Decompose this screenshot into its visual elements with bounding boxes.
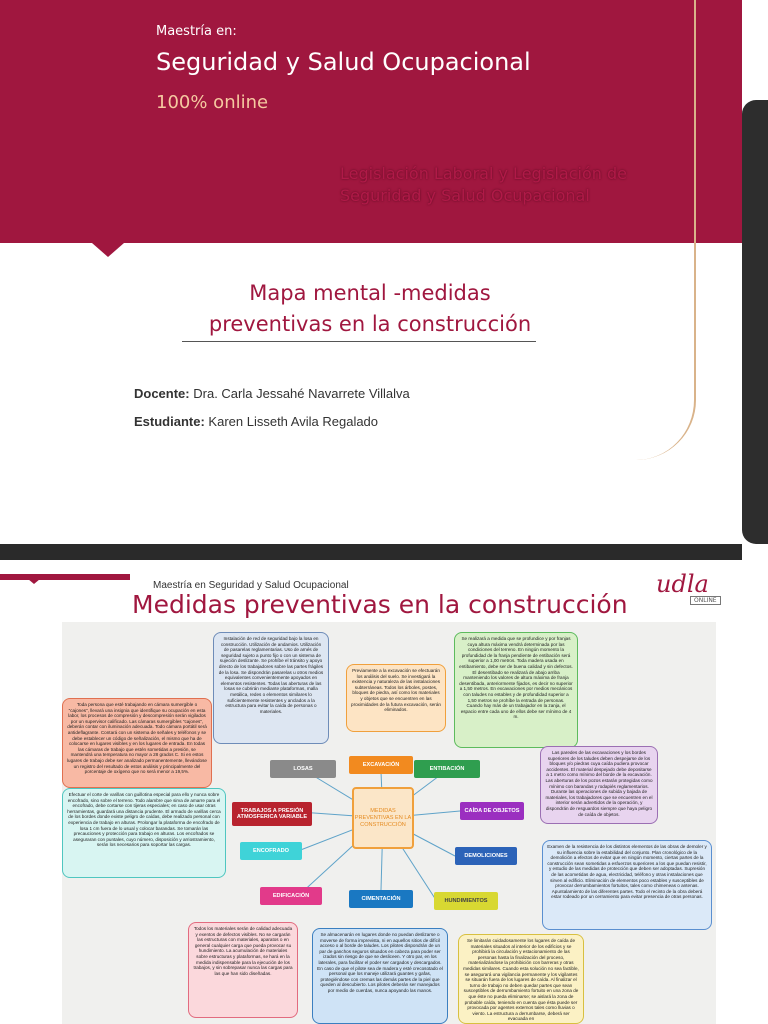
banner-notch xyxy=(92,243,124,257)
document-title-line1: Mapa mental -medidas xyxy=(249,281,491,305)
docente-label: Docente: xyxy=(134,386,190,401)
tag-trabajos: TRABAJOS A PRESIÓN ATMOSFERICA VARIABLE xyxy=(232,802,312,826)
logo-badge: ONLINE xyxy=(690,596,721,605)
program-title: Seguridad y Salud Ocupacional xyxy=(156,48,531,76)
tag-hundimientos: HUNDIMIENTOS xyxy=(434,892,498,910)
docente-name: Dra. Carla Jessahé Navarrete Villalva xyxy=(193,386,410,401)
encofrado-box: Efectuar el corte de varillas con guillotina especial para ello y nunca sobre encofrado, sino sobre el terreno. Todo alambre que sirva de amarre para el encofrado, debe cortarse con tijeras especiales; en caso de usar otras herramientas, guardará una distancia prudente. El armado de varillas cerca de los bordes donde existe peligro de caídas, debe realizado personal con experiencia de trabajo en alturas. Prolongar la plataforma de encofrado de losa 1 cm fuera de lo usual y colocar barandas. Se tomarán las precauciones y protección para trabajo en alturas. Los encofrados se aseguraran con puntales, cuyo número, disposición y arriostramiento, serán los necesarios para soportar las cargas. xyxy=(62,788,226,878)
course-subject: Legislación Laboral y Legislación de Seguridad y Salud Ocupacional xyxy=(340,164,627,205)
trabajos-box: Toda persona que esté trabajando en cámara sumergible o "cajones", llevará una insignia que identifique su ocupación en esta labor, los procesos de compresión y descompresión serán vigilados por un supervisor calificado. Las cámaras sumergibles "cajones", deberán contar con iluminación adecuada. Todo cámara portátil será antideflagrante. Contará con un sistema de señales y teléfonos y se debe establecer un código de señalización, el mismo que ha de colocarse en lugares visibles y en los lugares de entrada. En todas las cámaras de trabajo que estén sometidas a presión, se mantendrá una temperatura no mayor a 28 grados C. Si en estos lugares de trabajo debe ser analizado permanentemente, llevándose un registro del resultado de estos análisis y principalmente del porcentaje de oxígeno que no será menor a 19,5%. xyxy=(62,698,212,788)
estudiante-label: Estudiante: xyxy=(134,414,205,429)
title-divider xyxy=(182,341,536,342)
document-title-line2: preventivas en la construcción xyxy=(208,312,532,336)
program-modality: 100% online xyxy=(156,92,269,113)
estudiante-line xyxy=(134,414,378,429)
caida-box: Las paredes de las excavaciones y los bordes superiores de los taludes deben despejarse de los bloques y/o piedras cuya caída pudiera provocar accidentes. El material despejado debe depositarse a 1 metro como mínimo del borde de la excavación. Las aberturas de los pozos estarán protegidas como mínimo con barandas y rodapiés reglamentarios. Durante las operaciones de subida y bajada de materiales, los trabajadores que se encuentren en el interior serán advertidos de la operación, y dispondrán de resguardos siempre que haya peligro de caída de objetos. xyxy=(540,746,658,824)
losas-box: Instalación de red de seguridad bajo la losa en construcción. Utilización de andamios. Utilización de pasarelas reglamentarias. Uso de arnés de seguridad sujeto a punto fijo o con un sistema de sujeción deslizante. Se prohíbe el tránsito y apoyo directo de los trabajadores sobre las partes frágiles de la losa. Se dispondrán pasarelas u otros medios equivalentes convenientemente apoyados en elementos resistentes. Todas las aberturas de las losas se cubrirán mediante plataformas, malla metálica, redes o elementos similares lo suficientemente resistentes y anclados a la estructura para evitar la caída de personas o materiales. xyxy=(213,632,329,744)
tag-demoliciones: DEMOLICIONES xyxy=(455,847,517,865)
slide2-program: Maestría en Seguridad y Salud Ocupacional xyxy=(153,580,349,591)
tag-losas: LOSAS xyxy=(270,760,336,778)
edificacion-box: Todos los materiales serán de calidad adecuada y exentos de defectos visibles. No se cargarán las estructuras con materiales, aparatos o en general cualquier carga que pueda provocar su hundimiento. La acumulación de materiales sobre estructuras y plataformas, se hará en la medida indispensable para la ejecución de los trabajos, y sin sobrepasar nunca las cargas para las que han sido diseñadas. xyxy=(188,922,298,1018)
demoliciones-box: Examen de la resistencia de los distintos elementos de las obras de demoler y su influencia sobre la estabilidad del conjunto. Plan cronológico de la demolición a efectos de evitar que en ningún momento, ciertas partes de la construcción sean sometidas a esfuerzos superiores a los que puedan resistir, y estudio de las medidas de protección que deben ser adoptadas. Supresión de las acometidas de agua, electricidad, teléfono y otras instalaciones que sirven al edificio. Eliminación de elementos poco estables y susceptibles de provocar derrumbamientos fortuitos, tales como chimeneas o antenas. Apuntalamiento de las diferentes partes. Todo el recinto de la obra deberá estar rodeado por un cerramiento para evitar presencia de otras personas. xyxy=(542,840,712,930)
decorative-curve xyxy=(600,0,696,460)
udla-logo xyxy=(656,570,738,606)
logo-text: udla xyxy=(656,570,709,598)
hundimientos-box: Se limitarán cuidadosamente los lugares de caída de materiales situados al interior de los edificios y se prohibirá la circulación y estacionamiento de las personas hasta la finalización del proceso, materializándose la prohibición con barreras y otras medidas similares. Cuando esta solución no sea factible, se asegurará una vigilancia permanente y los vigilantes se situarán fuera de los lugares de caída. Al finalizar el turno de trabajo no deben quedar partes que sean susceptibles de derrumbamiento fortuito en una zona de que éste no pueda eliminarse; se aislará la zona de probable caída, teniendo en cuenta que ésta puede ser provocada por agentes externos tales como lluvias o viento. La estructura a derrumbarse, deberá ser evacuada en xyxy=(458,934,584,1024)
cimentacion-box: Se almacenarán en lugares donde no puedan deslizarse o moverse de forma imprevista, ni en aquellos sitios de difícil acceso o al borde de taludes. Los pilotes dispondrán de un par de ganchos seguros situados en cabeza para poder ser izados sin riesgo de que se desliceen. Y otro par, en los laterales, para facilitar el poder ser cargados y descargados. En caso de que el pilote sea de madera y esté crecosotado el personal que los maneje utilizará guantes y gafas, protegiéndose con cremas las demás partes de la piel que queden al descubierto. Los pilotes deberán ser manejados por medio de cuerdas, nunca apoyando las manos. xyxy=(312,928,448,1024)
tag-caida-objetos: CAÍDA DE OBJETOS xyxy=(460,802,524,820)
entibacion-box: Se realizará a medida que se profundice y por franjas cuya altura máxima vendrá determinada por las condiciones del terreno. En ningún momento la profundidad de la franja pendiente de entibación será superior a 1,00 metros. Toda madera usada en entibamiento, debe ser de buena calidad y sin defectos. El desentibado se realizará de abajo arriba manteniendo los valores de altura máxima de franja desentibada, anteriormente fijados, es decir no superior a 1,50 metros. En excavaciones por medios mecánicos con taludes no estables y de profundidad superior a 1,50 metros se prohíbe la entrada de personas. Cuando hay más de un trabajador en la zanja, el espacio entre cada uno de ellos debe ser mínimo de 4 m. xyxy=(454,632,578,748)
slide2-title: Medidas preventivas en la construcción xyxy=(132,590,628,619)
program-prefix: Maestría en: xyxy=(156,24,237,39)
mind-map-slide xyxy=(0,560,742,1024)
docente-line xyxy=(134,386,410,401)
tag-edificacion: EDIFICACIÓN xyxy=(260,887,322,905)
slide2-accent-arrow xyxy=(22,574,46,584)
excavacion-box: Previamente a la excavación se efectuarán los análisis del suelo. Se investigará la existencia y naturaleza de las instalaciones subterráneas. Todos los árboles, postes, bloques de piedra, así como los materiales y objetos que se encuentren en las proximidades de la futura excavación, serán eliminados. xyxy=(346,664,446,732)
document-title xyxy=(180,278,560,340)
estudiante-name: Karen Lisseth Avila Regalado xyxy=(208,414,379,429)
tag-encofrado: ENCOFRADO xyxy=(240,842,302,860)
tag-cimentacion: CIMENTACIÓN xyxy=(349,890,413,908)
mind-map xyxy=(62,622,716,1024)
slide2-accent-bar xyxy=(0,574,130,580)
right-edge-tab xyxy=(742,100,768,544)
tag-entibacion: ENTIBACIÓN xyxy=(414,760,480,778)
tag-excavacion: EXCAVACIÓN xyxy=(349,756,413,774)
center-node: MEDIDAS PREVENTIVAS EN LA CONSTRUCCIÓN xyxy=(352,787,414,849)
